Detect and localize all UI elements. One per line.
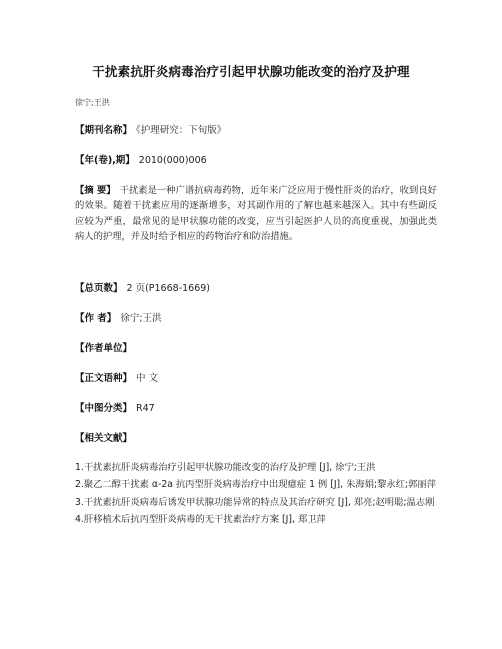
authors-label: 【作 者】 (75, 313, 117, 324)
language-value: 中 文 (136, 373, 159, 384)
reference-item[interactable]: 3.干扰素抗肝炎病毒后诱发甲状腺功能异常的特点及其治疗研究 [J], 郑亮;赵明聪;温志刚 (75, 496, 435, 508)
year-issue-field (75, 154, 207, 167)
related-references-list (75, 462, 437, 531)
pages-field (75, 282, 210, 295)
year-issue-value: 2010(000)006 (138, 155, 207, 166)
related-label: 【相关文献】 (75, 433, 133, 444)
classification-field (75, 402, 155, 415)
classification-label: 【中图分类】 (75, 403, 133, 414)
language-label: 【正文语种】 (75, 373, 133, 384)
authors-value: 徐宁;王洪 (120, 313, 162, 324)
reference-item[interactable]: 1.干扰素抗肝炎病毒治疗引起甲状腺功能改变的治疗及护理 [J], 徐宁;王洪 (75, 462, 376, 473)
reference-item[interactable]: 2.聚乙二醇干扰素 α-2a 抗丙型肝炎病毒治疗中出现癔症 1 例 [J], 朱海娟;黎永红;郭丽萍 (75, 479, 437, 491)
language-field (75, 372, 158, 385)
classification-value: R47 (136, 403, 155, 414)
journal-label: 【期刊名称】 (75, 125, 133, 136)
abstract-label: 【摘 要】 (75, 185, 116, 196)
authors-field (75, 312, 162, 325)
pages-value: 2 页(P1668-1669) (126, 283, 211, 294)
year-issue-label: 【年(卷),期】 (75, 155, 135, 166)
related-field (75, 432, 132, 445)
abstract-block (75, 183, 437, 244)
affiliation-field (75, 342, 136, 355)
reference-item[interactable]: 4.肝移植术后抗丙型肝炎病毒的无干扰素治疗方案 [J], 郑卫萍 (75, 513, 326, 525)
affiliation-label: 【作者单位】 (75, 343, 133, 354)
journal-value: 《护理研究：下旬版》 (136, 125, 227, 136)
journal-field (75, 124, 226, 137)
document-title: 干扰素抗肝炎病毒治疗引起甲状腺功能改变的治疗及护理 (92, 64, 410, 79)
abstract-text: 干扰素是一种广谱抗病毒药物，近年来广泛应用于慢性肝炎的治疗，收到良好的效果。随着干扰素应用的逐渐增多，对其副作用的了解也越来越深入。其中有些副反应较为严重，最常见的是甲状腺功能的改变，应当引起医护人员的高度重视，加强此类病人的护理，并及时给予相应的药物治疗和防治措施。 (75, 185, 437, 242)
author-line: 徐宁;王洪 (75, 98, 110, 107)
pages-label: 【总页数】 (75, 283, 123, 294)
